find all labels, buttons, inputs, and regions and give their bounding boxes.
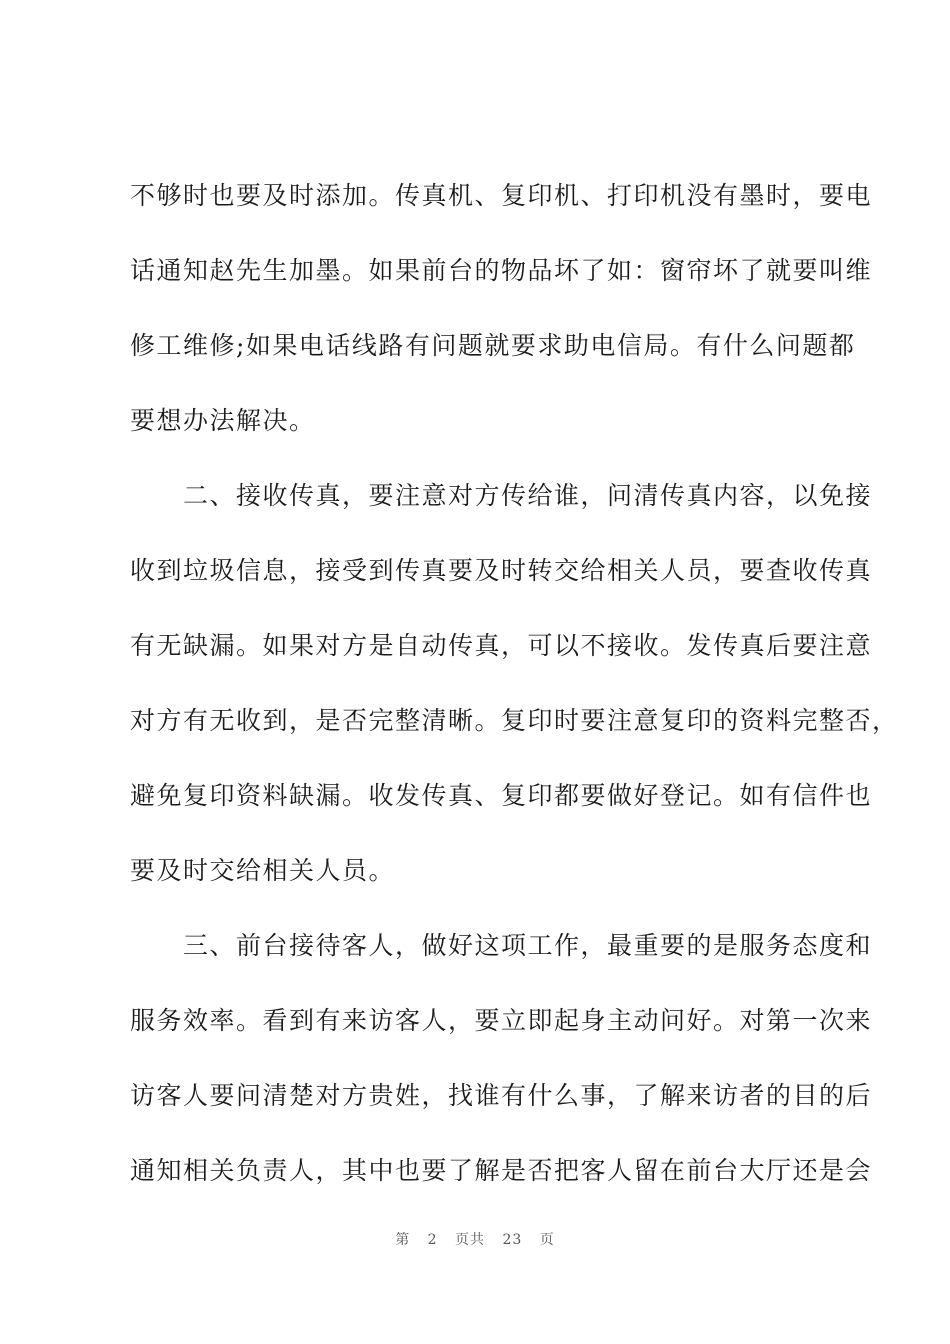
text-line: 访客人要问清楚对方贵姓，找谁有什么事，了解来访者的目的后 xyxy=(130,1081,873,1110)
text-line: 对方有无收到，是否完整清晰。复印时要注意复印的资料完整否， xyxy=(130,706,899,735)
page-footer xyxy=(0,1229,950,1249)
text-line: 修工维修;如果电话线路有问题就要求助电信局。有什么问题都 xyxy=(130,331,856,360)
footer-prefix: 第 xyxy=(395,1232,411,1248)
footer-total-pages: 23 xyxy=(502,1232,523,1248)
footer-page-number: 2 xyxy=(427,1232,438,1248)
text-line: 服务效率。看到有来访客人，要立即起身主动问好。对第一次来 xyxy=(130,1006,873,1035)
text-line: 收到垃圾信息，接受到传真要及时转交给相关人员，要查收传真 xyxy=(130,556,873,585)
text-line: 要及时交给相关人员。 xyxy=(130,856,396,885)
text-line: 有无缺漏。如果对方是自动传真，可以不接收。发传真后要注意 xyxy=(130,631,873,660)
footer-middle: 页共 xyxy=(455,1232,486,1248)
text-line: 三、前台接待客人，做好这项工作，最重要的是服务态度和 xyxy=(130,931,873,960)
text-line: 不够时也要及时添加。传真机、复印机、打印机没有墨时，要电 xyxy=(130,181,873,210)
text-line: 避免复印资料缺漏。收发传真、复印都要做好登记。如有信件也 xyxy=(130,781,873,810)
text-line: 二、接收传真，要注意对方传给谁，问清传真内容，以免接 xyxy=(130,481,873,510)
text-line: 要想办法解决。 xyxy=(130,406,316,435)
text-line: 话通知赵先生加墨。如果前台的物品坏了如：窗帘坏了就要叫维 xyxy=(130,256,873,285)
footer-suffix: 页 xyxy=(539,1232,555,1248)
text-line: 通知相关负责人，其中也要了解是否把客人留在前台大厅还是会 xyxy=(130,1156,873,1185)
